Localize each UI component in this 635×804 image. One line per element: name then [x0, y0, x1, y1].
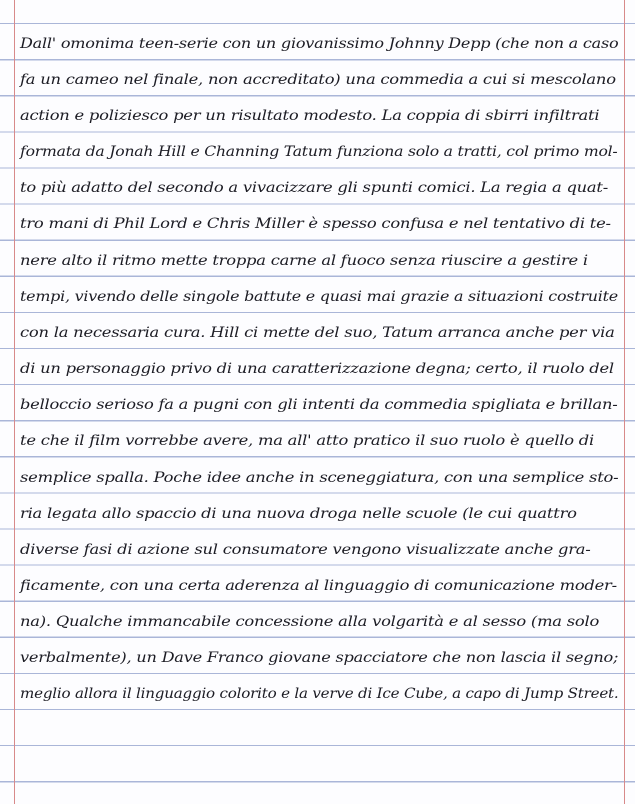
text-line: con la necessaria cura. Hill ci mette del suo, Tatum arranca anche per via: [20, 325, 615, 341]
text-line: ficamente, con una certa aderenza al linguaggio di comunicazione moder-: [20, 578, 617, 594]
text-line: nere alto il ritmo mette troppa carne al fuoco senza riuscire a gestire i: [20, 253, 588, 269]
text-line: belloccio serioso fa a pugni con gli intenti da commedia spigliata e brillan-: [20, 397, 618, 413]
text-line: formata da Jonah Hill e Channing Tatum funziona solo a tratti, col primo mol-: [20, 144, 618, 160]
text-line: Dall' omonima teen-serie con un giovanissimo Johnny Depp (che non a caso: [20, 36, 619, 52]
text-line: semplice spalla. Poche idee anche in sceneggiatura, con una semplice sto-: [20, 470, 619, 486]
text-line: na). Qualche immancabile concessione alla volgarità e al sesso (ma solo: [20, 614, 600, 630]
text-line: fa un cameo nel finale, non accreditato) una commedia a cui si mescolano: [20, 72, 616, 88]
text-line: to più adatto del secondo a vivacizzare gli spunti comici. La regia a quat-: [20, 180, 609, 196]
left-margin-line: [14, 0, 15, 804]
text-line: ria legata allo spaccio di una nuova droga nelle scuole (le cui quattro: [20, 506, 577, 522]
text-line: di un personaggio privo di una caratterizzazione degna; certo, il ruolo del: [20, 361, 614, 377]
text-line: action e poliziesco per un risultato modesto. La coppia di sbirri infiltrati: [20, 108, 600, 124]
text-line: verbalmente), un Dave Franco giovane spacciatore che non lascia il segno;: [20, 650, 619, 666]
text-line: tro mani di Phil Lord e Chris Miller è spesso confusa e nel tentativo di te-: [20, 216, 611, 232]
text-line: te che il film vorrebbe avere, ma all' atto pratico il suo ruolo è quello di: [20, 433, 595, 449]
right-margin-line: [624, 0, 625, 804]
text-line: meglio allora il linguaggio colorito e la verve di Ice Cube, a capo di Jump Street.: [20, 686, 619, 702]
text-line: tempi, vivendo delle singole battute e quasi mai grazie a situazioni costruite: [20, 289, 618, 305]
text-line: diverse fasi di azione sul consumatore vengono visualizzate anche gra-: [20, 542, 591, 558]
